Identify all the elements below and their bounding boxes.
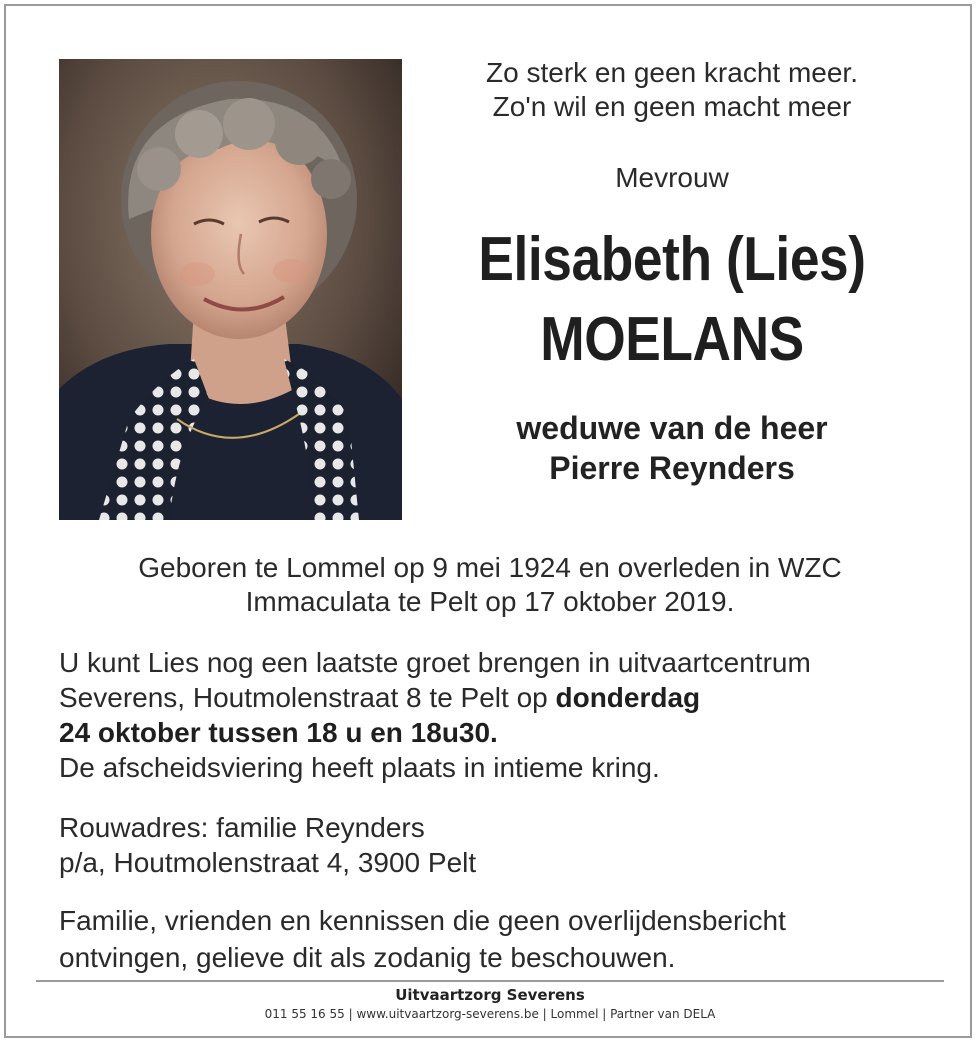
deceased-first-name: Elisabeth (Lies)	[478, 225, 866, 294]
address-line-2: p/a, Houtmolenstraat 4, 3900 Pelt	[59, 847, 477, 878]
visit-line-3	[59, 715, 939, 750]
born-line-2: Immaculata te Pelt op 17 oktober 2019.	[245, 586, 735, 617]
visit-line-2	[59, 680, 939, 715]
mourning-address	[59, 810, 939, 880]
visit-line-1: U kunt Lies nog een laatste groet brengen in uitvaartcentrum	[59, 647, 811, 678]
birth-death-info	[40, 551, 940, 619]
deceased-last-name: MOELANS	[540, 305, 804, 374]
widow-of	[412, 408, 932, 488]
quote-line-2: Zo'n wil en geen macht meer	[492, 91, 852, 122]
portrait-image	[59, 59, 402, 520]
family-line-2: ontvingen, gelieve dit als zodanig te beschouwen.	[59, 942, 676, 973]
born-line-1: Geboren te Lommel op 9 mei 1924 en overleden in WZC	[138, 552, 842, 583]
footer	[36, 985, 944, 1023]
visitation-info	[59, 645, 939, 785]
visit-line-2-text: Severens, Houtmolenstraat 8 te Pelt op	[59, 682, 556, 713]
funeral-company-name: Uitvaartzorg Severens	[395, 986, 585, 1004]
visit-line-4: De afscheidsviering heeft plaats in intieme kring.	[59, 752, 660, 783]
title-prefix: Mevrouw	[615, 162, 729, 193]
address-line-1: Rouwadres: familie Reynders	[59, 812, 425, 843]
visit-day: donderdag	[555, 682, 701, 713]
footer-divider	[36, 980, 944, 982]
quote-line-1: Zo sterk en geen kracht meer.	[486, 57, 858, 88]
family-line-1: Familie, vrienden en kennissen die geen overlijdensbericht	[59, 905, 786, 936]
quote	[412, 56, 932, 124]
funeral-company-info: 011 55 16 55 | www.uitvaartzorg-severens.be | Lommel | Partner van DELA	[264, 1007, 716, 1021]
header-column	[412, 56, 932, 488]
widow-line-1: weduwe van de heer	[516, 410, 828, 446]
visit-date-time: 24 oktober tussen 18 u en 18u30.	[59, 717, 498, 748]
widow-line-2: Pierre Reynders	[549, 450, 795, 486]
portrait-photo	[59, 59, 402, 520]
deceased-name	[448, 220, 895, 380]
family-notice	[59, 902, 939, 976]
